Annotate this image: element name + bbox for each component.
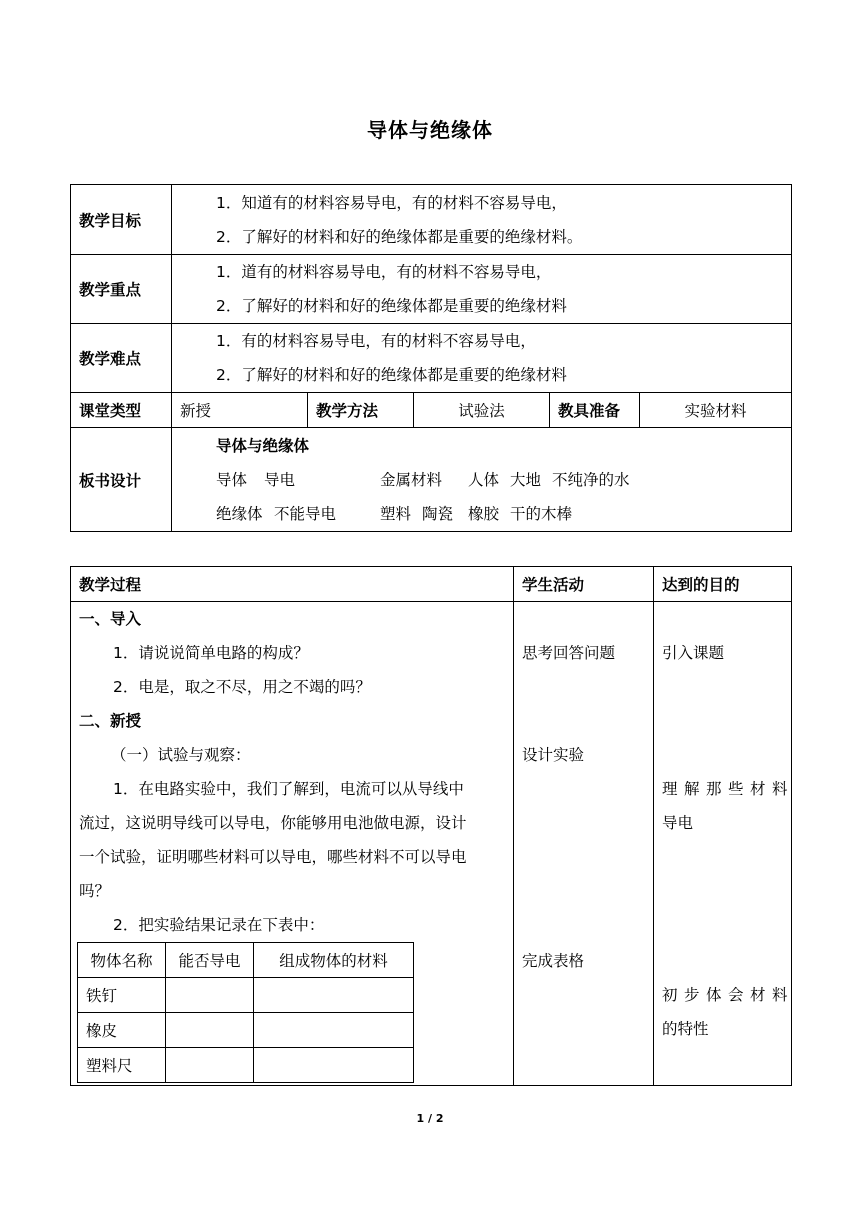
record-row	[78, 1013, 414, 1048]
student-activity-column	[514, 602, 654, 1086]
paragraph-line: 吗？	[79, 882, 111, 900]
method-value: 试验法	[414, 393, 550, 428]
header-process: 教学过程	[71, 567, 514, 602]
key-points-label: 教学重点	[71, 255, 172, 324]
class-type-label: 课堂类型	[71, 393, 172, 428]
record-header: 物体名称	[78, 943, 166, 978]
intro-question-2: 2．电是，取之不尽，用之不竭的吗？	[113, 678, 371, 696]
process-content	[71, 602, 514, 1086]
section-new-title: 二、新授	[79, 712, 142, 730]
goals-line-2: 2．了解好的材料和好的绝缘体都是重要的绝缘材料。	[216, 227, 583, 246]
key-points-content	[172, 255, 792, 324]
row-key-points	[71, 255, 792, 324]
difficulties-line-2: 2．了解好的材料和好的绝缘体都是重要的绝缘材料	[216, 366, 567, 384]
board-term: 陶瓷	[422, 504, 454, 523]
board-label: 板书设计	[71, 428, 172, 532]
goals-content	[172, 185, 792, 255]
intro-question-1: 1．请说说简单电路的构成？	[113, 644, 309, 662]
activity-item: 思考回答问题	[522, 644, 616, 662]
board-term: 不纯净的水	[552, 470, 630, 489]
difficulties-line-1: 1．有的材料容易导电，有的材料不容易导电，	[216, 332, 536, 350]
record-instruction: 2．把实验结果记录在下表中：	[113, 916, 325, 934]
difficulties-content	[172, 324, 792, 393]
paragraph-line: 流过，这说明导线可以导电，你能够用电池做电源，设计	[79, 814, 467, 832]
paragraph-line: 一个试验，证明哪些材料可以导电，哪些材料不可以导电	[79, 848, 467, 866]
tools-value: 实验材料	[640, 393, 792, 428]
record-cell	[254, 978, 414, 1013]
activity-item: 完成表格	[522, 952, 585, 970]
record-cell	[166, 1013, 254, 1048]
goals-label: 教学目标	[71, 185, 172, 255]
goal-column	[654, 602, 795, 1086]
record-item: 橡皮	[78, 1013, 166, 1048]
board-term: 橡胶	[468, 504, 500, 523]
board-term: 人体	[468, 470, 500, 489]
row-goals	[71, 185, 792, 255]
board-term: 干的木棒	[510, 504, 573, 523]
record-row	[78, 1048, 414, 1083]
goals-line-1: 1．知道有的材料容易导电，有的材料不容易导电，	[216, 193, 567, 212]
board-term: 金属材料	[380, 470, 443, 489]
record-cell	[166, 978, 254, 1013]
board-row-2	[216, 497, 791, 531]
experiment-paragraph	[71, 772, 513, 908]
lesson-info-table	[70, 184, 792, 532]
section-intro-title: 一、导入	[79, 610, 142, 628]
board-row-1	[216, 463, 791, 497]
record-item: 塑料尺	[78, 1048, 166, 1083]
record-item: 铁钉	[78, 978, 166, 1013]
board-heading: 导体与绝缘体	[216, 436, 310, 455]
goal-item: 理解那些材料	[662, 780, 795, 798]
class-type-value: 新授	[172, 393, 308, 428]
row-class-meta	[71, 393, 792, 428]
record-table	[77, 942, 414, 1083]
teaching-process-table	[70, 566, 795, 1086]
goal-item: 初步体会材料	[662, 986, 795, 1004]
difficulties-label: 教学难点	[71, 324, 172, 393]
goal-item: 引入课题	[662, 644, 725, 662]
record-header-row	[78, 943, 414, 978]
board-content	[172, 428, 792, 532]
record-header: 组成物体的材料	[254, 943, 414, 978]
record-cell	[254, 1013, 414, 1048]
header-activity: 学生活动	[514, 567, 654, 602]
board-term: 不能导电	[274, 504, 337, 523]
goal-item: 导电	[662, 814, 694, 832]
record-cell	[166, 1048, 254, 1083]
page-number: 1 / 2	[416, 1112, 444, 1125]
record-header: 能否导电	[166, 943, 254, 978]
document-title: 导体与绝缘体	[367, 118, 493, 142]
board-term: 大地	[510, 470, 542, 489]
process-body-row	[71, 602, 792, 1086]
key-points-line-2: 2．了解好的材料和好的绝缘体都是重要的绝缘材料	[216, 297, 567, 315]
board-term: 塑料	[380, 504, 412, 523]
board-term: 导体	[216, 470, 248, 489]
row-board-design	[71, 428, 792, 532]
row-difficulties	[71, 324, 792, 393]
goal-item: 的特性	[662, 1020, 709, 1038]
board-term: 绝缘体	[216, 504, 263, 523]
process-header-row	[71, 567, 792, 602]
method-label: 教学方法	[308, 393, 414, 428]
key-points-line-1: 1．道有的材料容易导电，有的材料不容易导电，	[216, 263, 552, 281]
tools-label: 教具准备	[550, 393, 640, 428]
record-row	[78, 978, 414, 1013]
board-term: 导电	[264, 470, 296, 489]
experiment-subtitle: （一）试验与观察：	[111, 746, 251, 764]
header-goal: 达到的目的	[654, 567, 792, 602]
activity-item: 设计实验	[522, 746, 585, 764]
paragraph-line: 1．在电路实验中，我们了解到，电流可以从导线中	[113, 780, 464, 798]
record-cell	[254, 1048, 414, 1083]
